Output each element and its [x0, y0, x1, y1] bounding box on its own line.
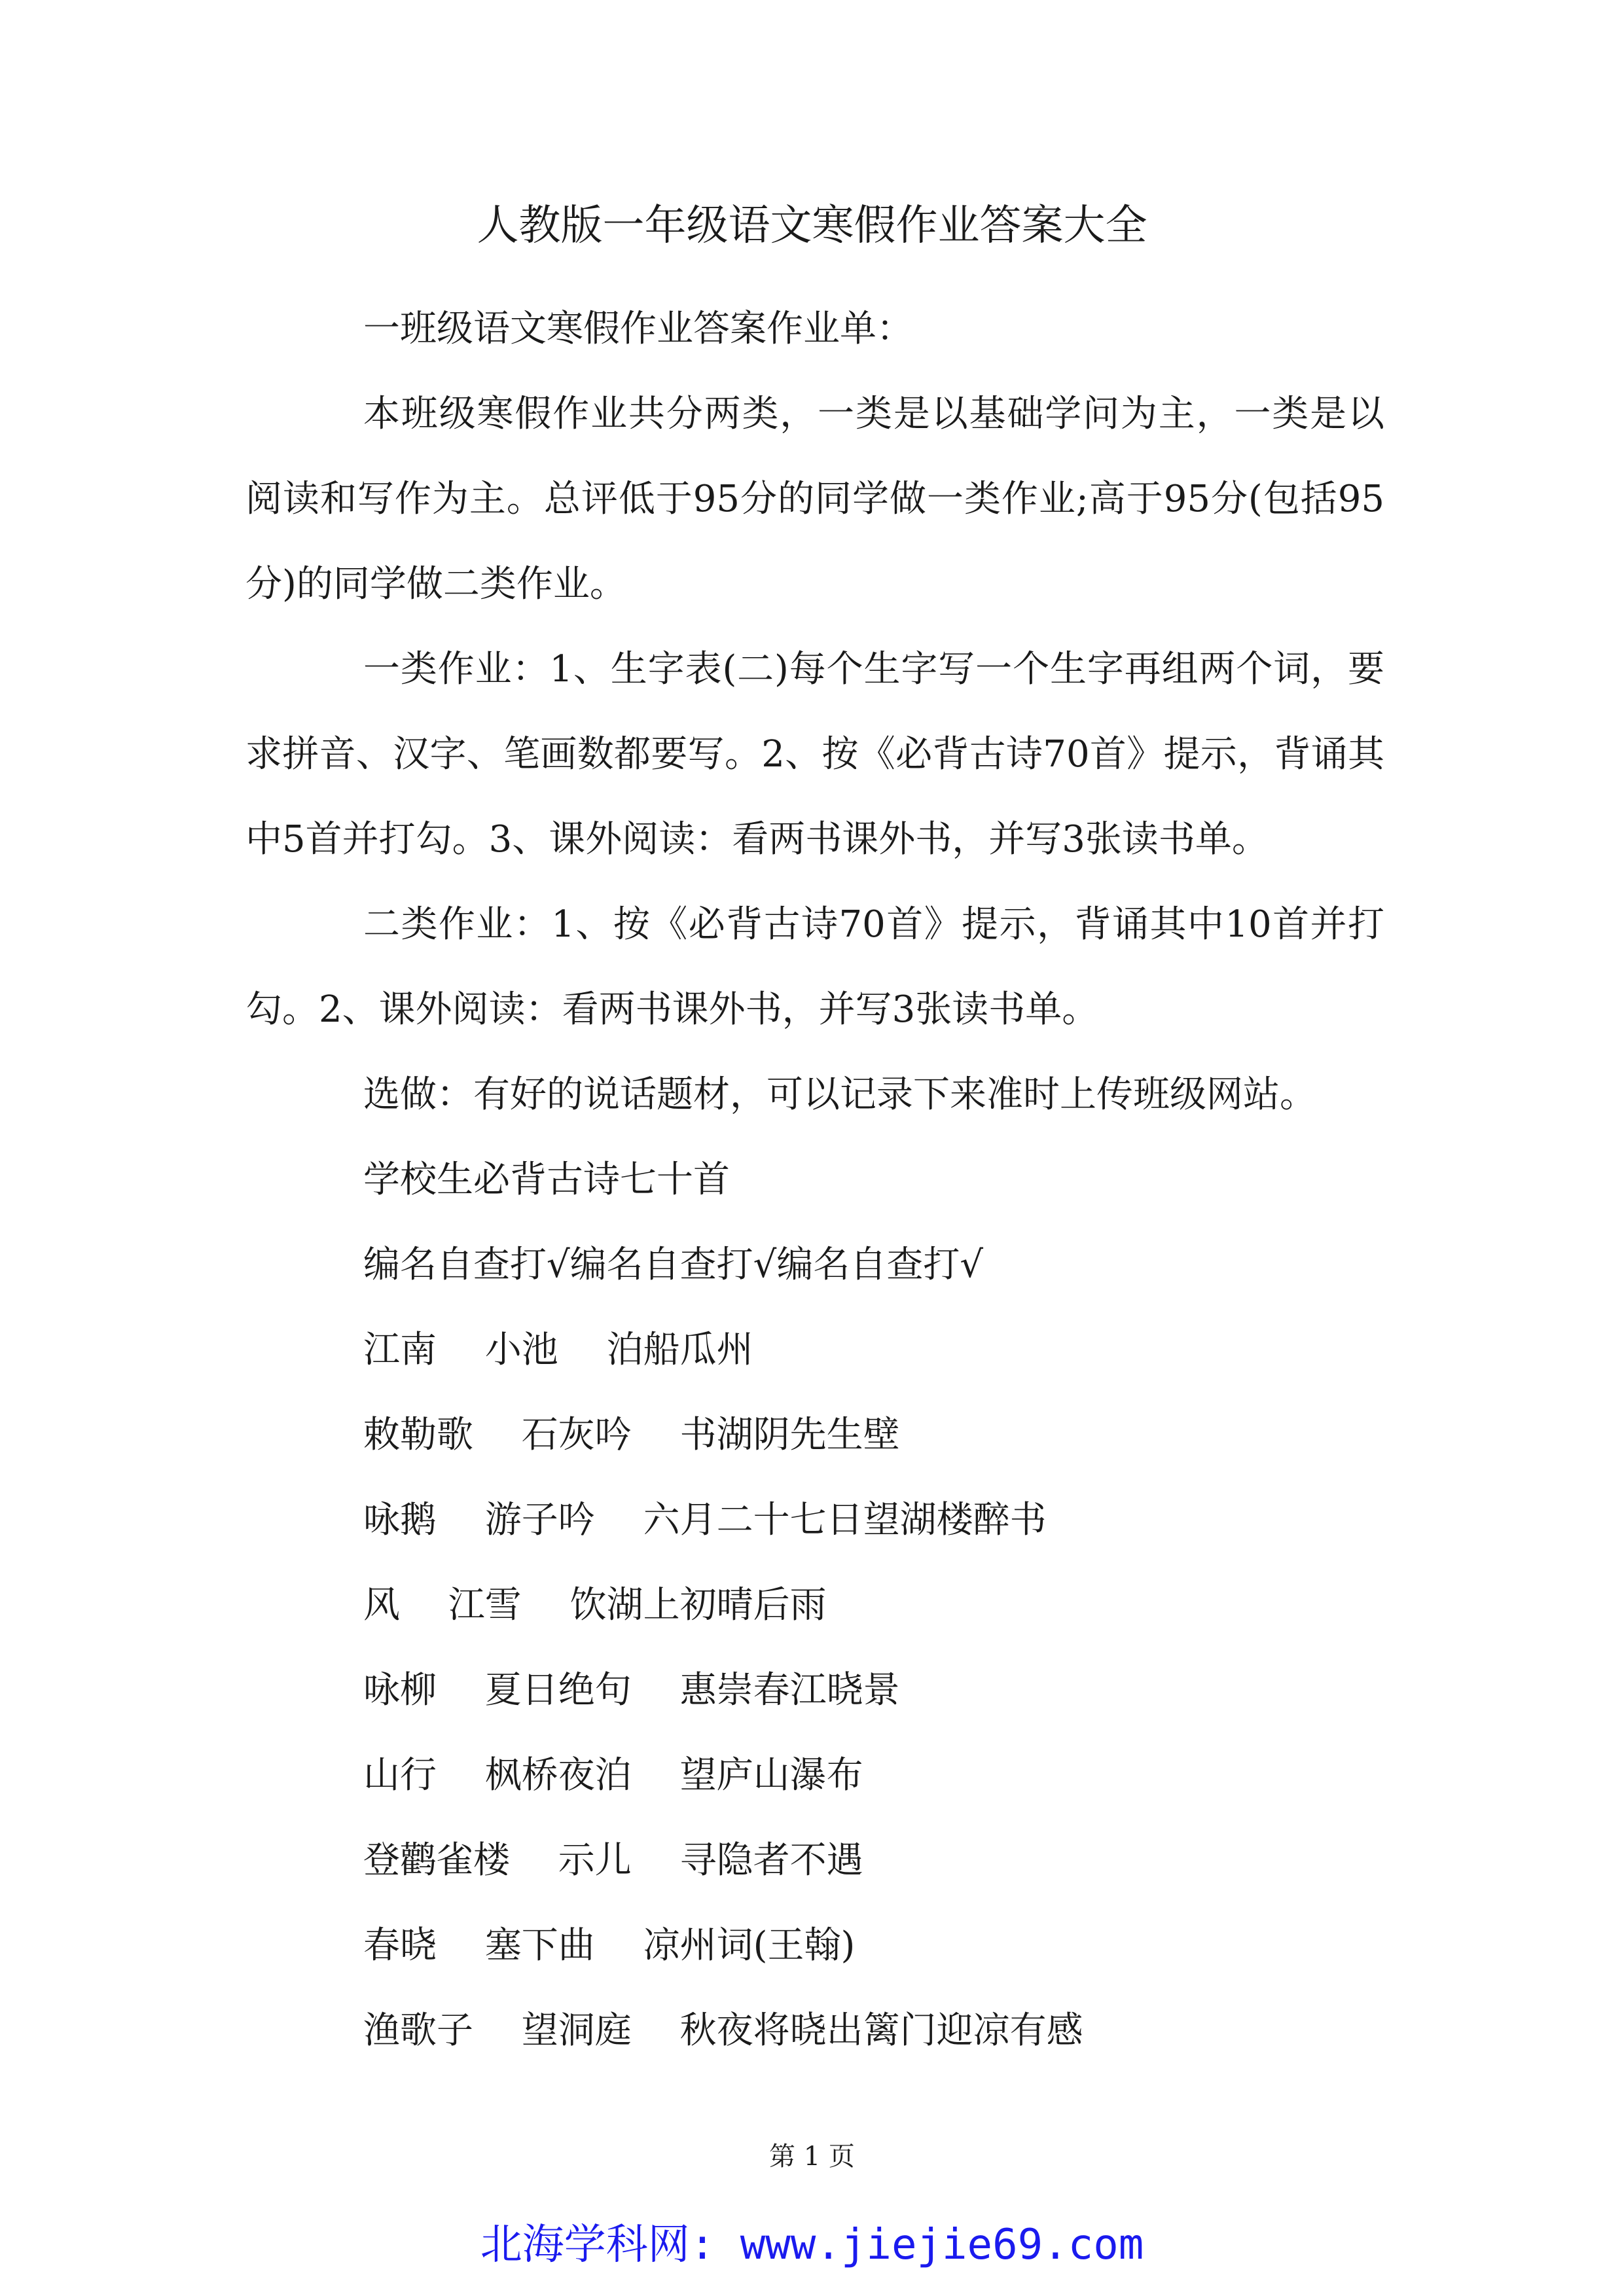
- paragraph-type-two: 二类作业：1、按《必背古诗70首》提示，背诵其中10首并打勾。2、课外阅读：看两书课外书，并写3张读书单。: [245, 903, 1384, 1031]
- poem-row: 风 江雪 饮湖上初晴后雨: [363, 1584, 827, 1626]
- paragraph-type-one: 一类作业：1、生字表(二)每个生字写一个生字再组两个词，要求拼音、汉字、笔画数都要写。2、按《必背古诗70首》提示，背诵其中5首并打勾。3、课外阅读：看两书课外书，并写3张读书单。: [245, 648, 1384, 861]
- paragraph-overview: 本班级寒假作业共分两类，一类是以基础学问为主，一类是以阅读和写作为主。总评低于95分的同学做一类作业;高于95分(包括95分)的同学做二类作业。: [245, 393, 1384, 605]
- page-number: 第 1 页: [769, 2142, 855, 2172]
- poem-row: 春晓 塞下曲 凉州词(王翰): [363, 1924, 856, 1967]
- poem-row: 江南 小池 泊船瓜州: [363, 1329, 753, 1371]
- poem-row: 咏鹅 游子吟 六月二十七日望湖楼醉书: [363, 1499, 1047, 1541]
- poem-row: 渔歌子 望洞庭 秋夜将晓出篱门迎凉有感: [363, 2009, 1083, 2052]
- poem-row: 登鹳雀楼 示儿 寻隐者不遇: [363, 1839, 863, 1882]
- poem-list-title: 学校生必背古诗七十首: [363, 1158, 730, 1201]
- footer-website-link[interactable]: 北海学科网: www.jiejie69.com: [480, 2221, 1144, 2269]
- document-body: [245, 287, 1384, 2073]
- paragraph-optional: 选做：有好的说话题材，可以记录下来准时上传班级网站。: [363, 1073, 1316, 1116]
- poem-list-header: 编名自查打√编名自查打√编名自查打√: [363, 1244, 984, 1286]
- poem-row: 山行 枫桥夜泊 望庐山瀑布: [363, 1754, 863, 1797]
- poem-row: 咏柳 夏日绝句 惠崇春江晓景: [363, 1669, 900, 1712]
- document-title: 人教版一年级语文寒假作业答案大全: [477, 202, 1147, 250]
- paragraph-intro: 一班级语文寒假作业答案作业单：: [363, 308, 913, 350]
- poem-row: 敕勒歌 石灰吟 书湖阴先生壁: [363, 1414, 900, 1456]
